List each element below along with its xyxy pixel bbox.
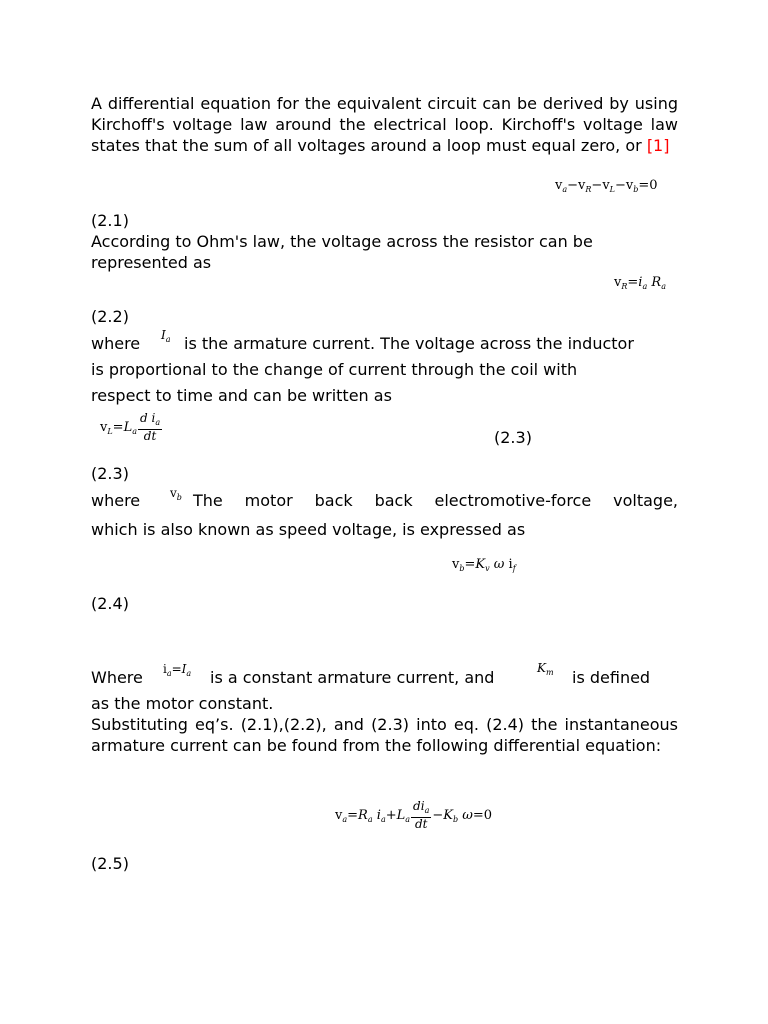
equation-label-2-2: (2.2) (91, 307, 129, 326)
where-label-1: where (91, 334, 141, 353)
equation-2-3: $v_L=L_a$ $\frac{d i_a}{dt}$ (100, 411, 161, 443)
armature-current-desc: is the armature current. The voltage across the inductor (184, 334, 634, 353)
equation-2-2: $v_R=i_a$ $R_a$ (614, 275, 666, 291)
equation-label-2-1: (2.1) (91, 211, 129, 230)
where-label-2: where (91, 491, 141, 510)
armature-current-symbol: $I_a$ (161, 328, 171, 344)
intro-text: A differential equation for the equivalent circuit can be derived by using Kirchoff's voltage law around the electrical loop. Kirchoff's voltage law states that the sum of all voltages around a loop must equal zero, or (91, 94, 678, 155)
where-label-3: Where (91, 668, 143, 687)
motor-constant-symbol: $K_m$ (537, 661, 554, 677)
equation-2-1: $v_a-v_R-v_L-v_b=0$ (555, 178, 658, 194)
defined-text: is defined (572, 668, 651, 687)
inductor-desc-line3: respect to time and can be written as (91, 386, 392, 405)
back-emf-desc: The motor back back electromotive-force voltage, (193, 491, 678, 510)
equation-2-5: $v_a=R_a$ $i_a+L_a$ $\frac{di_a}{dt}$ $-K_b$ ω=0 (335, 799, 493, 831)
back-emf-symbol: $v_b$ (170, 486, 182, 502)
inductor-desc-line2: is proportional to the change of current through the coil with (91, 360, 578, 379)
ohms-law-paragraph: According to Ohm's law, the voltage across the resistor can be represented as (91, 232, 593, 272)
substitution-paragraph: Substituting eq’s. (2.1),(2.2), and (2.3) into eq. (2.4) the instantaneous armature current can be found from the following differential equation: (91, 715, 678, 755)
equation-label-2-3: (2.3) (91, 464, 129, 483)
equation-label-2-5: (2.5) (91, 854, 129, 873)
citation-link[interactable]: [1] (646, 136, 670, 155)
constant-current-desc: is a constant armature current, and (210, 668, 495, 687)
motor-constant-desc: as the motor constant. (91, 694, 274, 713)
equation-2-4: $v_b=K_v$ ω $i_f$ (452, 557, 516, 573)
equation-label-2-3-inline: (2.3) (494, 428, 532, 447)
speed-voltage-desc: which is also known as speed voltage, is expressed as (91, 520, 526, 539)
constant-current-symbol: $i_a=I_a$ (163, 662, 192, 678)
equation-label-2-4: (2.4) (91, 594, 129, 613)
intro-paragraph (91, 93, 678, 156)
